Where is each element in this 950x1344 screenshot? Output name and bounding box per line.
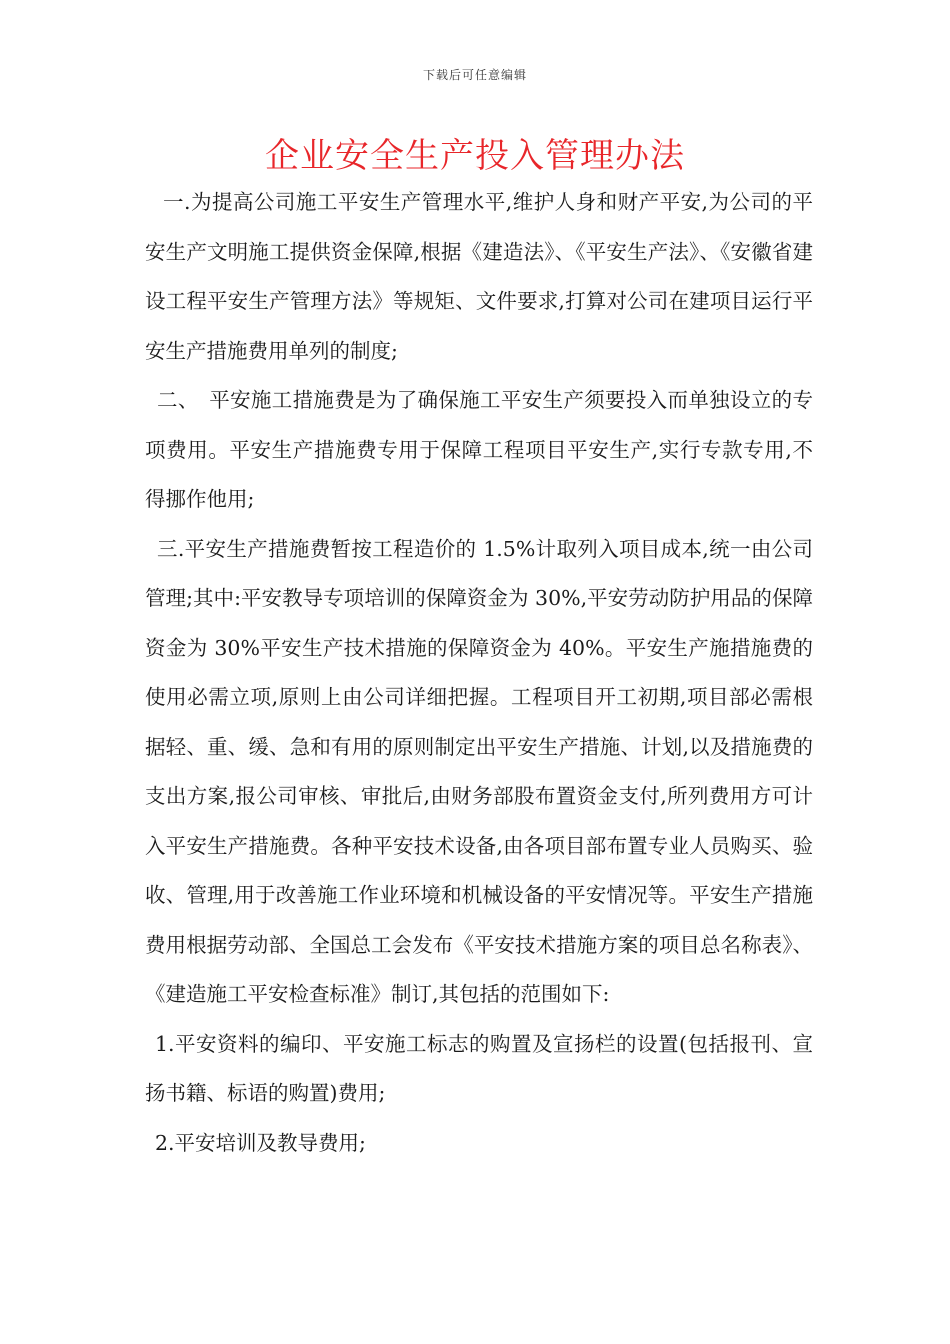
paragraph-2: 二、 平安施工措施费是为了确保施工平安生产须要投入而单独设立的专项费用。平安生产措施费专用于保障工程项目平安生产,实行专款专用,不得挪作他用;	[145, 388, 813, 511]
paragraph-4: 1.平安资料的编印、平安施工标志的购置及宣扬栏的设置(包括报刊、宣扬书籍、标语的购置)费用;	[145, 1031, 813, 1105]
document-title: 企业安全生产投入管理办法	[265, 136, 685, 176]
paragraph-5: 2.平安培训及教导费用;	[155, 1130, 366, 1155]
paragraph-1: 一.为提高公司施工平安生产管理水平,维护人身和财产平安,为公司的平安生产文明施工提供资金保障,根据《建造法》、《平安生产法》、《安徽省建设工程平安生产管理方法》等规矩、文件要求,打算对公司在建项目运行平安生产措施费用单列的制度;	[145, 190, 813, 363]
document-body	[145, 178, 813, 1168]
paragraph-3: 三.平安生产措施费暂按工程造价的 1.5%计取列入项目成本,统一由公司管理;其中:平安教导专项培训的保障资金为 30%,平安劳动防护用品的保障资金为 30%平安生产技术措施的保障资金为 40%。平安生产施措施费的使用必需立项,原则上由公司详细把握。工程项目开工初期,项目部必需根据轻、重、缓、急和有用的原则制定出平安生产措施、计划,以及措施费的支出方案,报公司审核、审批后,由财务部股布置资金支付,所列费用方可计入平安生产措施费。各种平安技术设备,由各项目部布置专业人员购买、验收、管理,用于改善施工作业环境和机械设备的平安情况等。平安生产措施费用根据劳动部、全国总工会发布《平安技术措施方案的项目总名称表》、《建造施工平安检查标准》制订,其包括的范围如下:	[145, 536, 813, 1006]
header-note: 下载后可任意编辑	[422, 68, 527, 82]
